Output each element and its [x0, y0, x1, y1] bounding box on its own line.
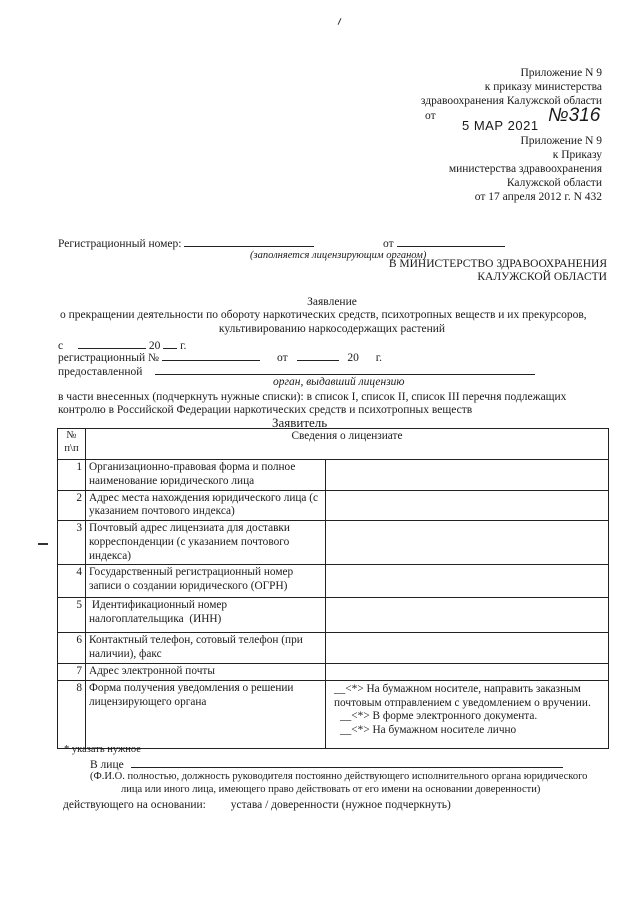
- license-year: 20: [148, 340, 161, 352]
- license-lists-line1: в части внесенных (подчеркнуть нужные списки): в список I, список II, список III перечня подлежащих: [58, 391, 567, 403]
- appendix-a-date-stamp: 5 МАР 2021: [462, 118, 539, 133]
- row-4-num: 4: [58, 565, 86, 598]
- scan-mark-left: [38, 543, 48, 545]
- row-6-value[interactable]: [326, 633, 609, 664]
- row-6-num: 6: [58, 633, 86, 664]
- row-1-value[interactable]: [326, 460, 609, 491]
- statement-line2: культивированию наркосодержащих растений: [218, 323, 446, 335]
- addressee-line1: В МИНИСТЕРСТВО ЗДРАВООХРАНЕНИЯ: [388, 258, 607, 270]
- license-ot-label: от: [277, 352, 288, 364]
- licensee-table: [57, 428, 609, 749]
- fio-note-line2: лица или иного лица, имеющего право действовать от его имени на основании доверенности): [121, 784, 541, 795]
- scan-mark-top: [338, 18, 342, 25]
- row-7-label: Адрес электронной почты: [86, 664, 326, 681]
- row-8-num: 8: [58, 680, 86, 748]
- appendix-b-line4: Калужской области: [506, 177, 602, 189]
- row-6-label: Контактный телефон, сотовый телефон (при наличии), факс: [86, 633, 326, 664]
- in-person-label: В лице: [90, 759, 124, 771]
- registration-from-label: от: [383, 238, 394, 250]
- table-row: [58, 633, 609, 664]
- option-postal[interactable]: __<*> На бумажном носителе, направить заказным почтовым отправлением с уведомлением о вручении.: [334, 682, 591, 709]
- license-ot-year: 20: [347, 352, 359, 364]
- footnote: * указать нужное: [64, 744, 141, 755]
- license-year-field[interactable]: [163, 338, 177, 349]
- appendix-a-line2: к приказу министерства: [484, 81, 602, 93]
- row-2-value[interactable]: [326, 490, 609, 521]
- basis-line: [63, 798, 451, 812]
- appendix-b-line2: к Приказу: [552, 149, 602, 161]
- license-provided-label: предоставленной: [58, 366, 143, 378]
- registration-date-field[interactable]: [397, 236, 505, 247]
- in-person-field[interactable]: [131, 757, 563, 768]
- row-4-value[interactable]: [326, 565, 609, 598]
- license-ot-field[interactable]: [297, 350, 339, 361]
- row-4-label: Государственный регистрационный номер записи о создании юридического (ОГРН): [86, 565, 326, 598]
- row-8-options: [326, 680, 609, 748]
- appendix-b-line3: министерства здравоохранения: [448, 163, 602, 175]
- fio-note-line1: (Ф.И.О. полностью, должность руководителя постоянно действующего исполнительного органа юридического: [90, 771, 588, 782]
- appendix-a-number: [548, 104, 600, 128]
- row-7-num: 7: [58, 664, 86, 681]
- table-row: [58, 490, 609, 521]
- table-row: [58, 664, 609, 681]
- statement-title: Заявление: [307, 296, 357, 308]
- license-reg-label: регистрационный №: [58, 352, 159, 364]
- row-5-label: Идентификационный номер налогоплательщика (ИНН): [86, 598, 326, 633]
- header-info-cell: Сведения о лицензиате: [86, 429, 609, 460]
- license-from-label: с: [58, 340, 64, 352]
- table-row: [58, 598, 609, 633]
- row-3-value[interactable]: [326, 521, 609, 565]
- statement-line1: о прекращении деятельности по обороту наркотических средств, психотропных веществ и их прекурсоров,: [60, 309, 587, 321]
- license-organ-note: орган, выдавший лицензию: [273, 376, 405, 388]
- row-5-num: 5: [58, 598, 86, 633]
- table-row: [58, 521, 609, 565]
- basis-value[interactable]: устава / доверенности (нужное подчеркнуть): [230, 799, 451, 811]
- registration-number-field[interactable]: [184, 236, 314, 247]
- license-reg-field[interactable]: [162, 350, 260, 361]
- table-header-row: [58, 429, 609, 460]
- header-num-cell: № п\п: [58, 429, 86, 460]
- appendix-a-line3: здравоохранения Калужской области: [420, 95, 602, 107]
- applicant-title: Заявитель: [272, 415, 328, 430]
- table-row: [58, 460, 609, 491]
- row-1-num: 1: [58, 460, 86, 491]
- appendix-a-number-text: №316: [548, 105, 601, 126]
- license-provided-field[interactable]: [155, 364, 535, 375]
- row-8-label: Форма получения уведомления о решении лицензирующего органа: [86, 680, 326, 748]
- license-lists-line2: контролю в Российской Федерации наркотических средств и психотропных веществ: [58, 404, 473, 416]
- row-7-value[interactable]: [326, 664, 609, 681]
- registration-label: Регистрационный номер:: [58, 238, 182, 250]
- option-electronic[interactable]: __<*> В форме электронного документа.: [340, 710, 538, 723]
- license-ot-g: г.: [375, 352, 383, 364]
- appendix-a-line1: Приложение N 9: [520, 67, 602, 79]
- appendix-b-line1: Приложение N 9: [520, 135, 602, 147]
- appendix-a-from: от: [425, 110, 436, 122]
- basis-label: действующего на основании:: [63, 799, 206, 811]
- license-g: г.: [180, 340, 187, 352]
- registration-note: (заполняется лицензирующим органом): [250, 250, 427, 261]
- table-row: [58, 565, 609, 598]
- row-5-value[interactable]: [326, 598, 609, 633]
- appendix-b-line5: от 17 апреля 2012 г. N 432: [474, 191, 602, 203]
- row-1-label: Организационно-правовая форма и полное наименование юридического лица: [86, 460, 326, 491]
- row-2-label: Адрес места нахождения юридического лица (с указанием почтового индекса): [86, 490, 326, 521]
- license-from-field[interactable]: [78, 338, 146, 349]
- addressee-line2: КАЛУЖСКОЙ ОБЛАСТИ: [477, 271, 607, 283]
- table-row: [58, 680, 609, 748]
- option-paper-in-person[interactable]: __<*> На бумажном носителе лично: [340, 724, 517, 737]
- row-3-num: 3: [58, 521, 86, 565]
- row-3-label: Почтовый адрес лицензиата для доставки корреспонденции (с указанием почтового индекса): [86, 521, 326, 565]
- row-2-num: 2: [58, 490, 86, 521]
